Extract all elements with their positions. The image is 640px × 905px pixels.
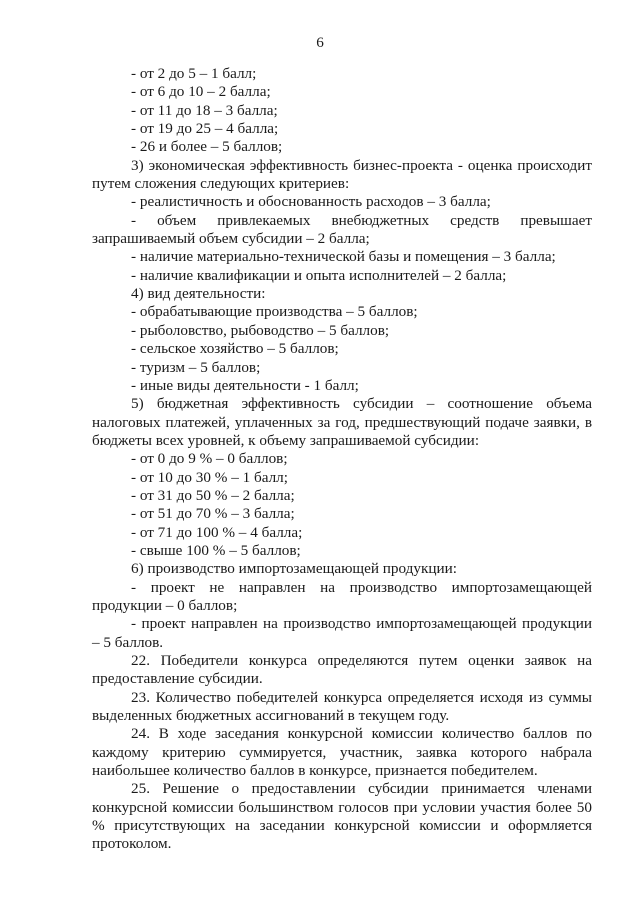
score-item: - туризм – 5 баллов;	[131, 358, 261, 376]
score-item: - обрабатывающие производства – 5 баллов;	[131, 303, 418, 321]
score-item: - от 71 до 100 % – 4 балла;	[131, 523, 303, 541]
criterion-heading: 5) бюджетная эффективность субсидии – соотношение объема налоговых платежей, уплаченных за год, предшествующий подаче заявки, в бюджеты всех уровней, к объему запрашиваемой субсидии:	[92, 395, 592, 449]
score-item: - от 31 до 50 % – 2 балла;	[131, 486, 295, 504]
score-item: - от 51 до 70 % – 3 балла;	[131, 505, 295, 523]
criterion-heading: 3) экономическая эффективность бизнес-проекта - оценка происходит путем сложения следующих критериев:	[92, 156, 592, 193]
score-item: - наличие материально-технической базы и помещения – 3 балла;	[131, 248, 556, 266]
score-item: - наличие квалификации и опыта исполнителей – 2 балла;	[131, 266, 507, 284]
page-number: 6	[316, 34, 324, 51]
score-item: - рыболовство, рыбоводство – 5 баллов;	[131, 321, 390, 339]
criterion-heading: 4) вид деятельности:	[131, 285, 266, 303]
score-item: - реалистичность и обоснованность расходов – 3 балла;	[131, 193, 491, 211]
score-item: - от 0 до 9 % – 0 баллов;	[131, 450, 288, 468]
clause-24: 24. В ходе заседания конкурсной комиссии количество баллов по каждому критерию суммируется, участник, заявка которого набрала наибольшее количество баллов в конкурсе, признается победителем.	[92, 725, 592, 780]
document-body	[92, 65, 592, 854]
clause-22: 22. Победители конкурса определяются путем оценки заявок на предоставление субсидии.	[92, 652, 592, 688]
score-item: - проект направлен на производство импортозамещающей продукции – 5 баллов.	[92, 615, 592, 651]
criterion-heading: 6) производство импортозамещающей продукции:	[131, 560, 457, 578]
score-item: - иные виды деятельности - 1 балл;	[131, 376, 359, 394]
score-item: - от 11 до 18 – 3 балла;	[131, 101, 278, 119]
score-item: - от 19 до 25 – 4 балла;	[131, 120, 279, 138]
score-item: - от 2 до 5 – 1 балл;	[131, 65, 257, 82]
score-item: - свыше 100 % – 5 баллов;	[131, 541, 301, 559]
score-item: - сельское хозяйство – 5 баллов;	[131, 340, 339, 358]
clause-23: 23. Количество победителей конкурса определяется исходя из суммы выделенных бюджетных ассигнований в текущем году.	[92, 688, 592, 725]
score-item: - от 10 до 30 % – 1 балл;	[131, 468, 288, 486]
clause-25: 25. Решение о предоставлении субсидии принимается членами конкурсной комиссии большинством голосов при условии участия более 50 % присутствующих на заседании конкурсной комиссии и оформляется протоколом.	[92, 780, 592, 853]
score-item: - 26 и более – 5 баллов;	[131, 138, 283, 156]
score-item: - проект не направлен на производство импортозамещающей продукции – 0 баллов;	[92, 578, 592, 614]
score-item: - объем привлекаемых внебюджетных средств превышает запрашиваемый объем субсидии – 2 балла;	[92, 211, 592, 248]
score-item: - от 6 до 10 – 2 балла;	[131, 83, 271, 101]
